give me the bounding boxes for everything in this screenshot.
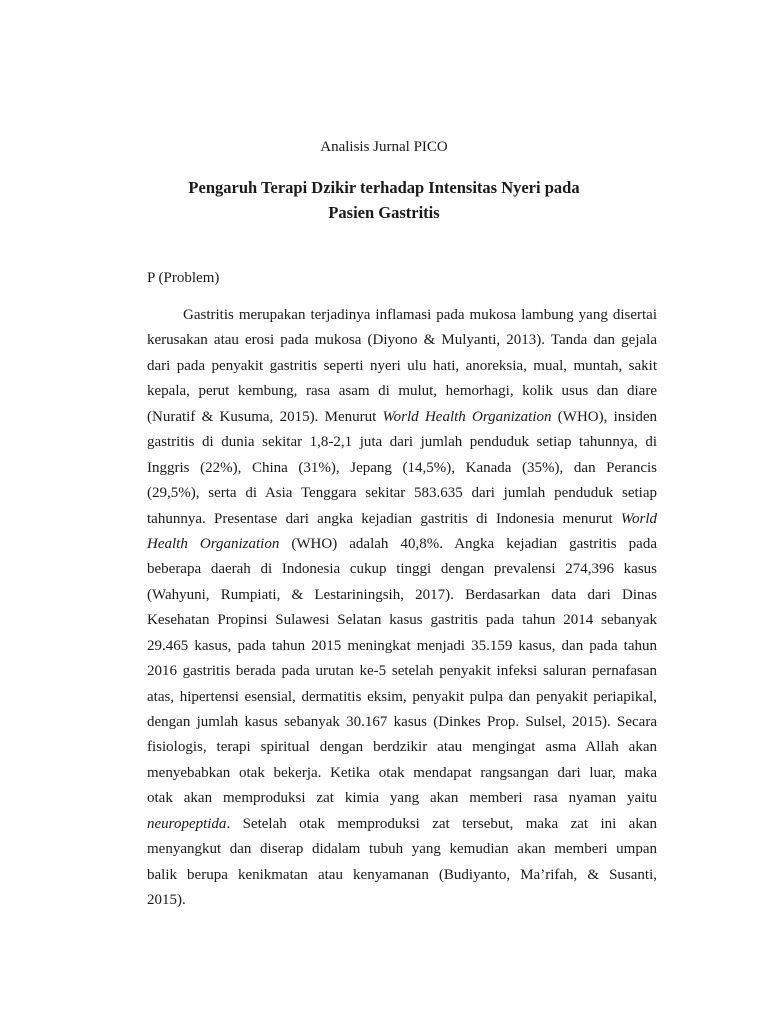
text-run: Gastritis merupakan terjadinya inflamasi pada mukosa lambung yang disertai xyxy=(183,307,657,323)
text-run: otak akan memproduksi zat kimia yang akan memberi rasa nyaman yaitu xyxy=(147,790,657,807)
text-run: atas, hipertensi esensial, dermatitis eksim, penyakit pulpa dan penyakit periapikal, xyxy=(147,688,657,705)
paragraph-line xyxy=(147,379,657,404)
paragraph-line xyxy=(147,507,657,532)
text-run: menyebabkan otak bekerja. Ketika otak mendapat rangsangan dari luar, maka xyxy=(147,764,657,781)
text-run: kerusakan atau erosi pada mukosa (Diyono & Mulyanti, 2013). Tanda dan gejala xyxy=(147,332,657,349)
text-run: Inggris (22%), China (31%), Jepang (14,5%), Kanada (35%), dan Perancis xyxy=(147,459,657,476)
paragraph-line xyxy=(147,456,657,481)
text-run: (WHO), insiden xyxy=(551,408,657,425)
paragraph-line xyxy=(147,710,657,735)
paragraph-line xyxy=(147,685,657,710)
paragraph-line xyxy=(147,532,657,557)
paragraph-line xyxy=(147,481,657,506)
text-run: (29,5%), serta di Asia Tenggara sekitar 583.635 dari jumlah penduduk setiap xyxy=(147,485,657,502)
paragraph-line xyxy=(147,888,657,913)
text-run: (Nuratif & Kusuma, 2015). Menurut xyxy=(147,408,383,425)
paragraph-line xyxy=(147,328,657,353)
paragraph-line xyxy=(147,634,657,659)
paragraph-line xyxy=(147,863,657,888)
text-run: Kesehatan Propinsi Sulawesi Selatan kasus gastritis pada tahun 2014 sebanyak xyxy=(147,612,657,629)
paragraph-line xyxy=(147,761,657,786)
section-heading-problem: P (Problem) xyxy=(147,270,220,286)
text-run: fisiologis, terapi spiritual dengan berdzikir atau mengingat asma Allah akan xyxy=(147,739,657,756)
title-line-2: Pasien Gastritis xyxy=(328,203,440,222)
paragraph-line xyxy=(147,659,657,684)
text-run: gastritis di dunia sekitar 1,8-2,1 juta dari jumlah penduduk setiap tahunnya, di xyxy=(147,434,657,451)
text-run: 2016 gastritis berada pada urutan ke-5 setelah penyakit infeksi saluran pernafasan xyxy=(147,663,657,680)
paragraph-line xyxy=(147,735,657,760)
title-line-1: Pengaruh Terapi Dzikir terhadap Intensitas Nyeri pada xyxy=(188,178,580,197)
italic-text: World xyxy=(620,510,657,527)
italic-text: World Health Organization xyxy=(382,408,552,425)
paragraph-line xyxy=(147,786,657,811)
document-label: Analisis Jurnal PICO xyxy=(320,139,448,155)
text-run: . Setelah otak memproduksi zat tersebut, maka zat ini akan xyxy=(226,815,657,832)
paragraph-line xyxy=(147,303,657,328)
paragraph-line xyxy=(147,608,657,633)
paragraph-line xyxy=(147,405,657,430)
problem-paragraph xyxy=(147,303,657,914)
text-run: dengan jumlah kasus sebanyak 30.167 kasus (Dinkes Prop. Sulsel, 2015). Secara xyxy=(147,714,657,730)
text-run: (Wahyuni, Rumpiati, & Lestariningsih, 2017). Berdasarkan data dari Dinas xyxy=(147,586,657,603)
paragraph-line xyxy=(147,812,657,837)
paragraph-line xyxy=(147,557,657,582)
text-run: dari pada penyakit gastritis seperti nyeri ulu hati, anoreksia, mual, muntah, sakit xyxy=(147,357,657,374)
paragraph-line xyxy=(147,583,657,608)
text-run: (WHO) adalah 40,8%. Angka kejadian gastritis pada xyxy=(279,535,657,552)
italic-text: neuropeptida xyxy=(147,815,227,832)
text-run: balik berupa kenikmatan atau kenyamanan (Budiyanto, Ma’rifah, & Susanti, xyxy=(147,866,657,883)
text-run: 29.465 kasus, pada tahun 2015 meningkat menjadi 35.159 kasus, dan pada tahun xyxy=(147,637,657,654)
text-run: tahunnya. Presentase dari angka kejadian gastritis di Indonesia menurut xyxy=(147,510,621,527)
italic-text: Health Organization xyxy=(147,535,280,552)
paragraph-line xyxy=(147,430,657,455)
document-title xyxy=(0,175,768,225)
paragraph-line xyxy=(147,837,657,862)
text-run: 2015). xyxy=(147,892,186,909)
text-run: beberapa daerah di Indonesia cukup tinggi dengan prevalensi 274,396 kasus xyxy=(147,561,657,578)
text-run: kepala, perut kembung, rasa asam di mulut, hemorhagi, kolik usus dan diare xyxy=(147,383,657,400)
text-run: menyangkut dan diserap didalam tubuh yang kemudian akan memberi umpan xyxy=(147,841,657,858)
paragraph-line xyxy=(147,354,657,379)
